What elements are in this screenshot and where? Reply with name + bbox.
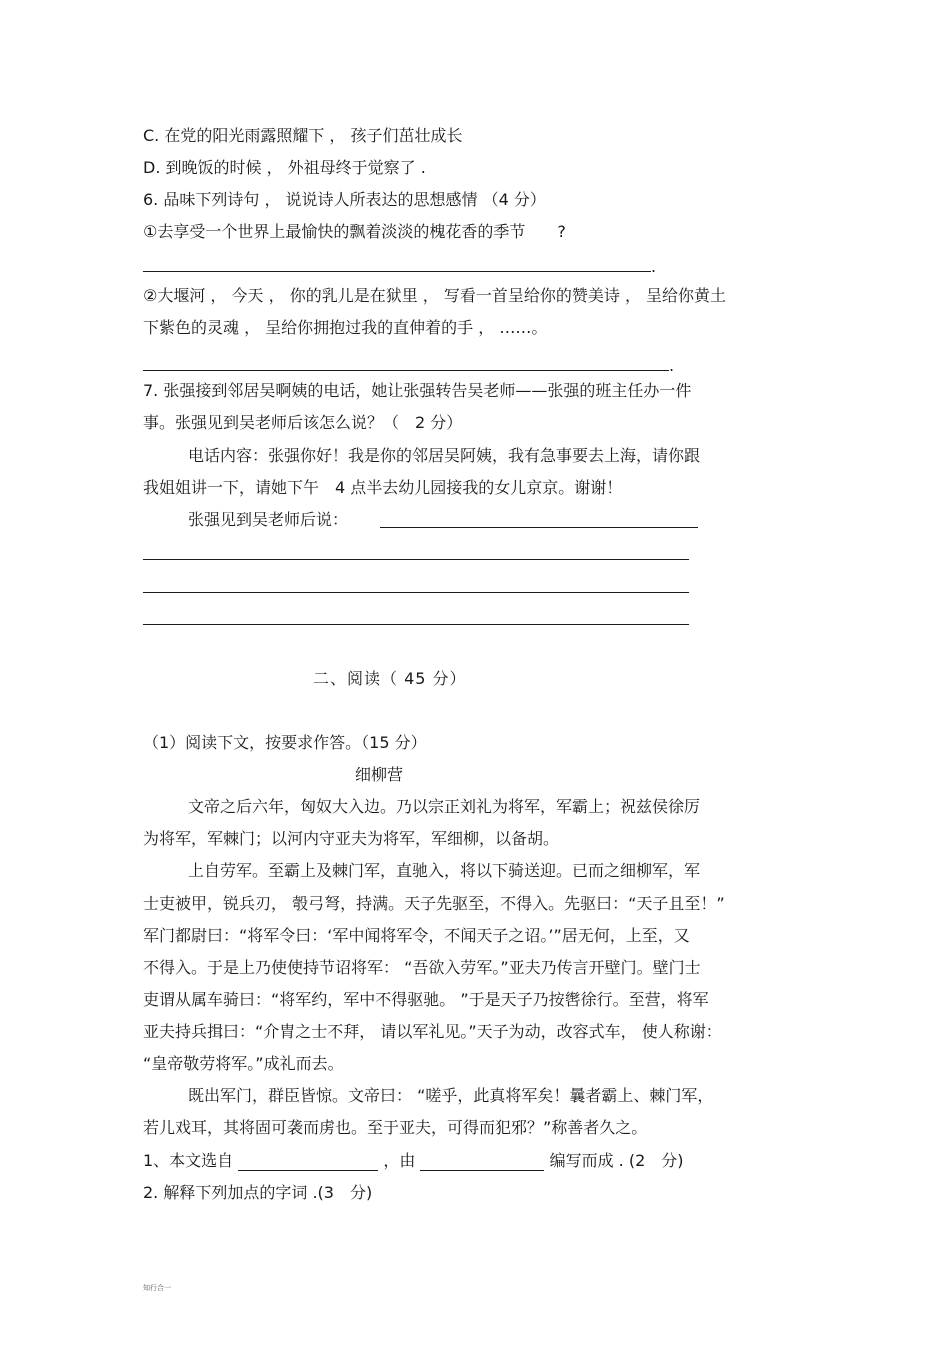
option-c: C. 在党的阳光雨露照耀下 ， 孩子们茁壮成长 (143, 126, 463, 145)
passage-title: 细柳营 (355, 765, 404, 784)
blank-source[interactable] (238, 1154, 378, 1171)
question-1-suffix: 编写而成 . (2 分) (549, 1151, 684, 1170)
question-1-mid: ，由 (383, 1151, 416, 1170)
passage-p2c: 军门都尉曰：“将军令曰：‘军中闻将军令，不闻天子之诏。’”居无何，上至，又 (143, 926, 690, 945)
passage-p2d: 不得入。于是上乃使使持节诏将军： “吾欲入劳军。”亚夫乃传言开壁门。壁门士 (143, 958, 701, 977)
poem-line-1: ①去享受一个世界上最愉快的飘着淡淡的槐花香的季节 ? (143, 222, 566, 241)
passage-p3a: 既出军门，群臣皆惊。文帝曰： “嗟乎，此真将军矣！曩者霸上、棘门军， (188, 1086, 714, 1105)
poem-line-2a: ②大堰河 ， 今天 ， 你的乳儿是在狱里 ， 写看一首呈给你的赞美诗 ， 呈给你黄土 (143, 286, 727, 305)
question-7a: 7. 张强接到邻居吴啊姨的电话，她让张强转告吴老师——张强的班主任办一件 (143, 381, 692, 400)
question-1 (143, 1151, 684, 1171)
option-d: D. 到晚饭的时候 ， 外祖母终于觉察了 . (143, 158, 426, 177)
passage-p2b: 士吏被甲，锐兵刃， 彀弓弩，持满。天子先驱至，不得入。先驱曰：“天子且至！” (143, 894, 725, 913)
answer-line-6-1[interactable] (143, 271, 651, 272)
passage-p2f: 亚夫持兵揖曰：“介胄之士不拜， 请以军礼见。”天子为动，改容式车， 使人称谢： (143, 1022, 722, 1041)
passage-p3b: 若儿戏耳，其将固可袭而虏也。至于亚夫，可得而犯邪？”称善者久之。 (143, 1118, 648, 1137)
answer-line-7-2[interactable] (143, 559, 689, 560)
sub-question-1: （1）阅读下文，按要求作答。（15 分） (143, 733, 427, 752)
answer-line-7-1[interactable] (380, 527, 698, 528)
blank-author[interactable] (420, 1154, 544, 1171)
answer-line-6-1-period: . (651, 257, 657, 276)
answer-line-6-2[interactable] (143, 370, 669, 371)
passage-p1b: 为将军，军棘门；以河内守亚夫为将军，军细柳，以备胡。 (143, 829, 560, 848)
poem-line-2b: 下紫色的灵魂 ， 呈给你拥抱过我的直伸着的手 ， ……。 (143, 318, 548, 337)
answer-line-7-4[interactable] (143, 624, 689, 625)
say-prompt: 张强见到吴老师后说： (188, 510, 349, 529)
phone-content-b: 我姐姐讲一下，请她下午 4 点半去幼儿园接我的女儿京京。谢谢！ (143, 478, 623, 497)
passage-p2e: 吏谓从属车骑曰：“将军约，军中不得驱驰。 ”于是天子乃按辔徐行。至营，将军 (143, 990, 709, 1009)
question-6: 6. 品味下列诗句 ， 说说诗人所表达的思想感情 （4 分） (143, 190, 546, 209)
passage-p2a: 上自劳军。至霸上及棘门军，直驰入，将以下骑送迎。已而之细柳军，军 (188, 861, 701, 880)
passage-p1a: 文帝之后六年，匈奴大入边。乃以宗正刘礼为将军，军霸上；祝兹侯徐厉 (188, 797, 701, 816)
answer-line-6-2-period: . (669, 356, 675, 375)
question-2: 2. 解释下列加点的字词 .(3 分) (143, 1183, 373, 1202)
answer-line-7-3[interactable] (143, 592, 689, 593)
section-title: 二、阅读（ 45 分） (313, 669, 467, 688)
footer-note: 知行合一 (143, 1284, 171, 1292)
question-1-prefix: 1、本文选自 (143, 1151, 234, 1170)
phone-content-a: 电话内容：张强你好！我是你的邻居吴阿姨，我有急事要去上海，请你跟 (188, 446, 701, 465)
passage-p2g: “皇帝敬劳将军。”成礼而去。 (143, 1054, 344, 1073)
question-7b: 事。张强见到吴老师后该怎么说？（ 2 分） (143, 413, 463, 432)
